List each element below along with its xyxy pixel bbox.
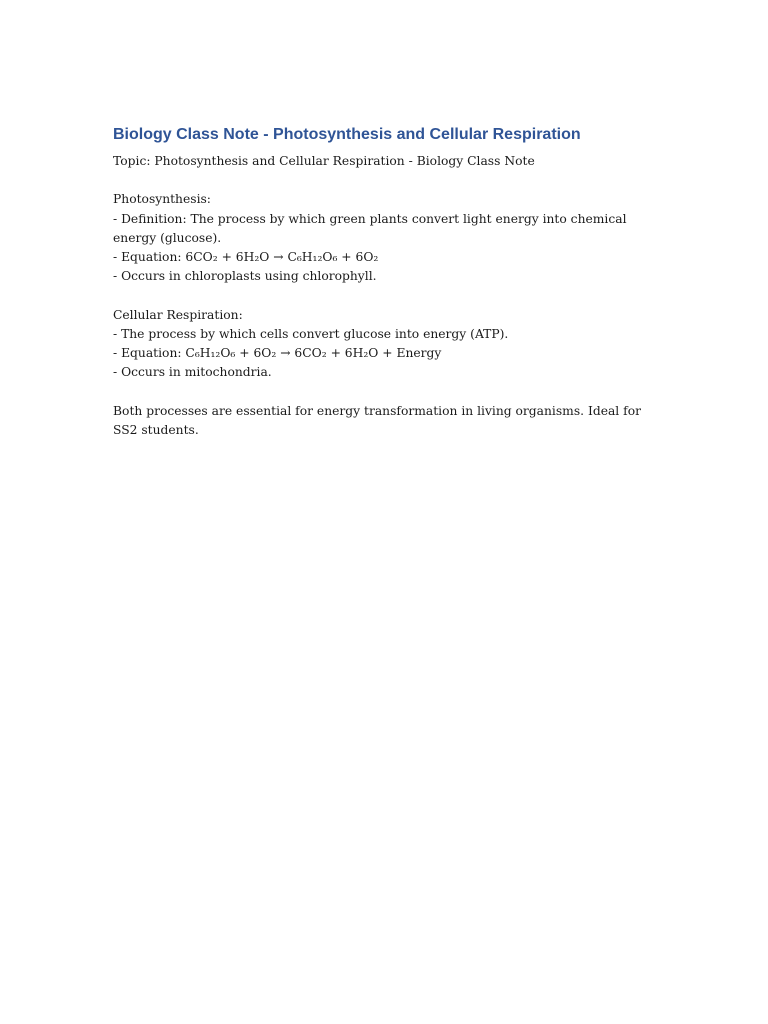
document-page bbox=[113, 124, 653, 440]
spacer bbox=[113, 382, 653, 401]
photosynthesis-definition: - Definition: The process by which green plants convert light energy into chemical energy (glucose). bbox=[113, 211, 627, 245]
photosynthesis-heading: Photosynthesis: bbox=[113, 192, 211, 207]
spacer bbox=[113, 171, 653, 190]
topic-line: Topic: Photosynthesis and Cellular Respiration - Biology Class Note bbox=[113, 154, 535, 168]
photosynthesis-location: - Occurs in chloroplasts using chlorophyll. bbox=[113, 269, 377, 284]
photosynthesis-equation: - Equation: 6CO₂ + 6H₂O → C₆H₁₂O₆ + 6O₂ bbox=[113, 250, 379, 264]
spacer bbox=[113, 286, 653, 305]
respiration-location: - Occurs in mitochondria. bbox=[113, 365, 272, 380]
conclusion-paragraph: Both processes are essential for energy transformation in living organisms. Ideal for SS2 students. bbox=[113, 403, 641, 437]
respiration-section bbox=[113, 306, 653, 383]
document-title: Biology Class Note - Photosynthesis and Cellular Respiration bbox=[113, 126, 581, 143]
respiration-definition: - The process by which cells convert glucose into energy (ATP). bbox=[113, 326, 509, 341]
photosynthesis-section bbox=[113, 190, 653, 286]
respiration-equation: - Equation: C₆H₁₂O₆ + 6O₂ → 6CO₂ + 6H₂O + Energy bbox=[113, 346, 442, 360]
respiration-heading: Cellular Respiration: bbox=[113, 307, 243, 322]
